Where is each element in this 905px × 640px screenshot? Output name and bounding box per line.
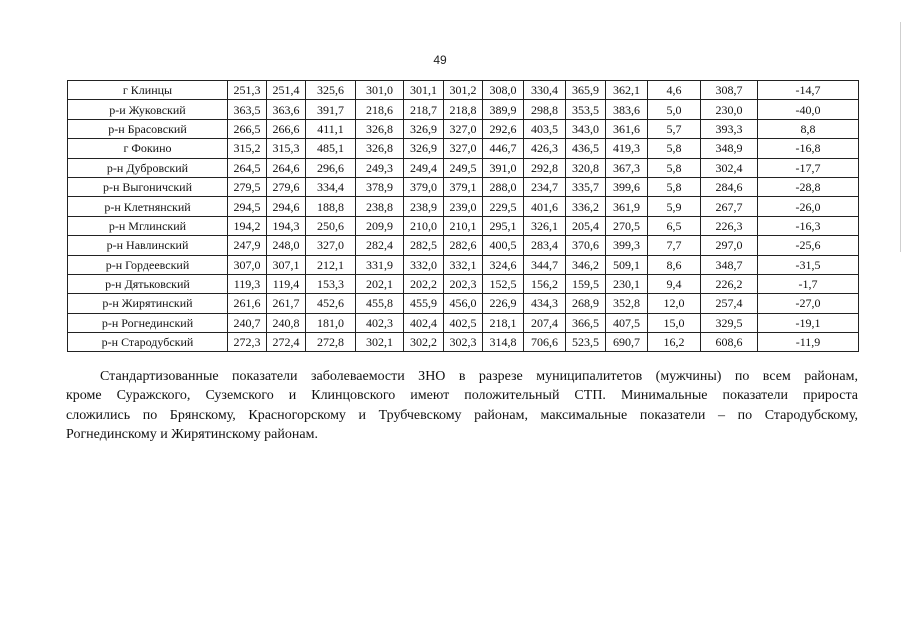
value-cell: 218,7 (404, 100, 444, 119)
value-cell: 419,3 (606, 139, 648, 158)
value-cell: 352,8 (606, 294, 648, 313)
value-cell: 330,4 (524, 81, 566, 100)
value-cell: 153,3 (306, 274, 356, 293)
value-cell: 331,9 (356, 255, 404, 274)
value-cell: 436,5 (566, 139, 606, 158)
value-cell: -16,8 (758, 139, 859, 158)
value-cell: 226,9 (483, 294, 524, 313)
value-cell: 238,8 (356, 197, 404, 216)
value-cell: 8,8 (758, 119, 859, 138)
table-row (68, 274, 859, 293)
table-row (68, 81, 859, 100)
incidence-table (67, 80, 859, 352)
value-cell: 402,5 (444, 313, 483, 332)
value-cell: 346,2 (566, 255, 606, 274)
value-cell: 159,5 (566, 274, 606, 293)
value-cell: 288,0 (483, 177, 524, 196)
value-cell: 327,0 (306, 236, 356, 255)
value-cell: 332,1 (444, 255, 483, 274)
value-cell: 9,4 (648, 274, 701, 293)
value-cell: 282,5 (404, 236, 444, 255)
table-row (68, 100, 859, 119)
value-cell: 301,1 (404, 81, 444, 100)
value-cell: 307,0 (228, 255, 267, 274)
paragraph-line: сложились по Брянскому, Красногорскому и Трубчевскому районам, максимальные показатели – по Стародубскому, (66, 407, 858, 423)
value-cell: 257,4 (701, 294, 758, 313)
value-cell: 15,0 (648, 313, 701, 332)
value-cell: 7,7 (648, 236, 701, 255)
value-cell: 218,8 (444, 100, 483, 119)
table-row (68, 197, 859, 216)
value-cell: 353,5 (566, 100, 606, 119)
table-row (68, 139, 859, 158)
value-cell: 264,5 (228, 158, 267, 177)
value-cell: 16,2 (648, 333, 701, 352)
value-cell: -26,0 (758, 197, 859, 216)
value-cell: 362,1 (606, 81, 648, 100)
value-cell: 212,1 (306, 255, 356, 274)
value-cell: 324,6 (483, 255, 524, 274)
value-cell: 207,4 (524, 313, 566, 332)
value-cell: 379,0 (404, 177, 444, 196)
value-cell: -11,9 (758, 333, 859, 352)
value-cell: 344,7 (524, 255, 566, 274)
value-cell: 301,0 (356, 81, 404, 100)
value-cell: 402,3 (356, 313, 404, 332)
value-cell: 230,0 (701, 100, 758, 119)
value-cell: 426,3 (524, 139, 566, 158)
value-cell: -1,7 (758, 274, 859, 293)
value-cell: 181,0 (306, 313, 356, 332)
value-cell: 363,5 (228, 100, 267, 119)
value-cell: 266,6 (267, 119, 306, 138)
value-cell: 279,6 (267, 177, 306, 196)
value-cell: 239,0 (444, 197, 483, 216)
value-cell: 119,3 (228, 274, 267, 293)
value-cell: 367,3 (606, 158, 648, 177)
value-cell: 249,5 (444, 158, 483, 177)
table-row (68, 119, 859, 138)
value-cell: 307,1 (267, 255, 306, 274)
value-cell: 326,8 (356, 119, 404, 138)
table-row (68, 177, 859, 196)
value-cell: -19,1 (758, 313, 859, 332)
district-name-cell: р-и Жуковский (68, 100, 228, 119)
value-cell: 320,8 (566, 158, 606, 177)
value-cell: 234,7 (524, 177, 566, 196)
value-cell: 238,9 (404, 197, 444, 216)
value-cell: 407,5 (606, 313, 648, 332)
value-cell: 272,3 (228, 333, 267, 352)
value-cell: 251,4 (267, 81, 306, 100)
value-cell: 391,0 (483, 158, 524, 177)
value-cell: 302,2 (404, 333, 444, 352)
value-cell: 302,3 (444, 333, 483, 352)
value-cell: 248,0 (267, 236, 306, 255)
value-cell: 452,6 (306, 294, 356, 313)
value-cell: -28,8 (758, 177, 859, 196)
value-cell: 202,3 (444, 274, 483, 293)
value-cell: 523,5 (566, 333, 606, 352)
value-cell: 202,2 (404, 274, 444, 293)
value-cell: 314,8 (483, 333, 524, 352)
value-cell: 399,6 (606, 177, 648, 196)
value-cell: -25,6 (758, 236, 859, 255)
value-cell: 6,5 (648, 216, 701, 235)
value-cell: 315,2 (228, 139, 267, 158)
district-name-cell: р-н Навлинский (68, 236, 228, 255)
value-cell: 249,4 (404, 158, 444, 177)
value-cell: 455,9 (404, 294, 444, 313)
value-cell: 202,1 (356, 274, 404, 293)
value-cell: 266,5 (228, 119, 267, 138)
value-cell: 296,6 (306, 158, 356, 177)
value-cell: 402,4 (404, 313, 444, 332)
value-cell: 294,5 (228, 197, 267, 216)
value-cell: 268,9 (566, 294, 606, 313)
value-cell: 5,0 (648, 100, 701, 119)
value-cell: 379,1 (444, 177, 483, 196)
value-cell: 272,4 (267, 333, 306, 352)
value-cell: 283,4 (524, 236, 566, 255)
district-name-cell: р-н Мглинский (68, 216, 228, 235)
value-cell: -14,7 (758, 81, 859, 100)
paragraph-line: Стандартизованные показатели заболеваемости ЗНО в разрезе муниципалитетов (мужчины) по всем районам, (100, 369, 858, 384)
district-name-cell: г Фокино (68, 139, 228, 158)
value-cell: 292,6 (483, 119, 524, 138)
district-name-cell: р-н Гордеевский (68, 255, 228, 274)
value-cell: 5,8 (648, 158, 701, 177)
value-cell: 188,8 (306, 197, 356, 216)
value-cell: 240,7 (228, 313, 267, 332)
value-cell: 270,5 (606, 216, 648, 235)
table-row (68, 313, 859, 332)
value-cell: 301,2 (444, 81, 483, 100)
district-name-cell: р-н Рогнединский (68, 313, 228, 332)
value-cell: 205,4 (566, 216, 606, 235)
value-cell: 297,0 (701, 236, 758, 255)
value-cell: 218,6 (356, 100, 404, 119)
value-cell: 348,9 (701, 139, 758, 158)
value-cell: 250,6 (306, 216, 356, 235)
value-cell: 8,6 (648, 255, 701, 274)
value-cell: 361,9 (606, 197, 648, 216)
value-cell: 326,8 (356, 139, 404, 158)
value-cell: -17,7 (758, 158, 859, 177)
district-name-cell: р-н Дятьковский (68, 274, 228, 293)
district-name-cell: р-н Стародубский (68, 333, 228, 352)
value-cell: 332,0 (404, 255, 444, 274)
value-cell: 240,8 (267, 313, 306, 332)
value-cell: 326,1 (524, 216, 566, 235)
paragraph-line: Рогнединскому и Жирятинскому районам. (66, 427, 318, 443)
value-cell: 348,7 (701, 255, 758, 274)
value-cell: 434,3 (524, 294, 566, 313)
table-row (68, 255, 859, 274)
value-cell: 455,8 (356, 294, 404, 313)
value-cell: 315,3 (267, 139, 306, 158)
value-cell: 251,3 (228, 81, 267, 100)
page-number: 49 (433, 53, 447, 67)
value-cell: 5,9 (648, 197, 701, 216)
value-cell: 5,7 (648, 119, 701, 138)
value-cell: 608,6 (701, 333, 758, 352)
value-cell: 210,0 (404, 216, 444, 235)
value-cell: 389,9 (483, 100, 524, 119)
table-body (68, 81, 859, 352)
value-cell: 325,6 (306, 81, 356, 100)
value-cell: 327,0 (444, 119, 483, 138)
value-cell: 247,9 (228, 236, 267, 255)
value-cell: 194,2 (228, 216, 267, 235)
value-cell: 509,1 (606, 255, 648, 274)
value-cell: 282,6 (444, 236, 483, 255)
value-cell: 302,1 (356, 333, 404, 352)
value-cell: 401,6 (524, 197, 566, 216)
value-cell: 329,5 (701, 313, 758, 332)
table-row (68, 158, 859, 177)
value-cell: 343,0 (566, 119, 606, 138)
body-paragraph (66, 367, 858, 445)
value-cell: 365,9 (566, 81, 606, 100)
value-cell: -40,0 (758, 100, 859, 119)
value-cell: 393,3 (701, 119, 758, 138)
value-cell: 391,7 (306, 100, 356, 119)
value-cell: 279,5 (228, 177, 267, 196)
value-cell: 361,6 (606, 119, 648, 138)
value-cell: 264,6 (267, 158, 306, 177)
value-cell: 403,5 (524, 119, 566, 138)
value-cell: 229,5 (483, 197, 524, 216)
value-cell: 378,9 (356, 177, 404, 196)
value-cell: 292,8 (524, 158, 566, 177)
value-cell: -16,3 (758, 216, 859, 235)
value-cell: 284,6 (701, 177, 758, 196)
value-cell: 400,5 (483, 236, 524, 255)
value-cell: 267,7 (701, 197, 758, 216)
value-cell: 249,3 (356, 158, 404, 177)
value-cell: 152,5 (483, 274, 524, 293)
value-cell: 326,9 (404, 119, 444, 138)
value-cell: 366,5 (566, 313, 606, 332)
value-cell: 302,4 (701, 158, 758, 177)
district-name-cell: р-н Выгоничский (68, 177, 228, 196)
value-cell: -31,5 (758, 255, 859, 274)
value-cell: 690,7 (606, 333, 648, 352)
value-cell: 336,2 (566, 197, 606, 216)
value-cell: 226,2 (701, 274, 758, 293)
table-row (68, 236, 859, 255)
value-cell: 295,1 (483, 216, 524, 235)
scan-edge-line (900, 22, 901, 252)
value-cell: 194,3 (267, 216, 306, 235)
value-cell: 226,3 (701, 216, 758, 235)
table-row (68, 333, 859, 352)
value-cell: 335,7 (566, 177, 606, 196)
value-cell: 308,0 (483, 81, 524, 100)
value-cell: 261,6 (228, 294, 267, 313)
value-cell: 261,7 (267, 294, 306, 313)
value-cell: 298,8 (524, 100, 566, 119)
value-cell: 5,8 (648, 139, 701, 158)
district-name-cell: г Клинцы (68, 81, 228, 100)
value-cell: 230,1 (606, 274, 648, 293)
value-cell: 294,6 (267, 197, 306, 216)
value-cell: 456,0 (444, 294, 483, 313)
district-name-cell: р-н Клетнянский (68, 197, 228, 216)
paragraph-line: кроме Суражского, Суземского и Клинцовского имеют положительный СТП. Минимальные показатели прироста (66, 388, 858, 404)
district-name-cell: р-н Брасовский (68, 119, 228, 138)
value-cell: 5,8 (648, 177, 701, 196)
value-cell: 399,3 (606, 236, 648, 255)
value-cell: -27,0 (758, 294, 859, 313)
value-cell: 218,1 (483, 313, 524, 332)
value-cell: 119,4 (267, 274, 306, 293)
value-cell: 446,7 (483, 139, 524, 158)
value-cell: 370,6 (566, 236, 606, 255)
value-cell: 12,0 (648, 294, 701, 313)
value-cell: 706,6 (524, 333, 566, 352)
value-cell: 209,9 (356, 216, 404, 235)
value-cell: 272,8 (306, 333, 356, 352)
value-cell: 282,4 (356, 236, 404, 255)
district-name-cell: р-н Дубровский (68, 158, 228, 177)
value-cell: 4,6 (648, 81, 701, 100)
value-cell: 411,1 (306, 119, 356, 138)
district-name-cell: р-н Жирятинский (68, 294, 228, 313)
value-cell: 383,6 (606, 100, 648, 119)
value-cell: 210,1 (444, 216, 483, 235)
value-cell: 334,4 (306, 177, 356, 196)
table-row (68, 294, 859, 313)
value-cell: 485,1 (306, 139, 356, 158)
value-cell: 327,0 (444, 139, 483, 158)
table-row (68, 216, 859, 235)
value-cell: 156,2 (524, 274, 566, 293)
value-cell: 326,9 (404, 139, 444, 158)
value-cell: 363,6 (267, 100, 306, 119)
value-cell: 308,7 (701, 81, 758, 100)
